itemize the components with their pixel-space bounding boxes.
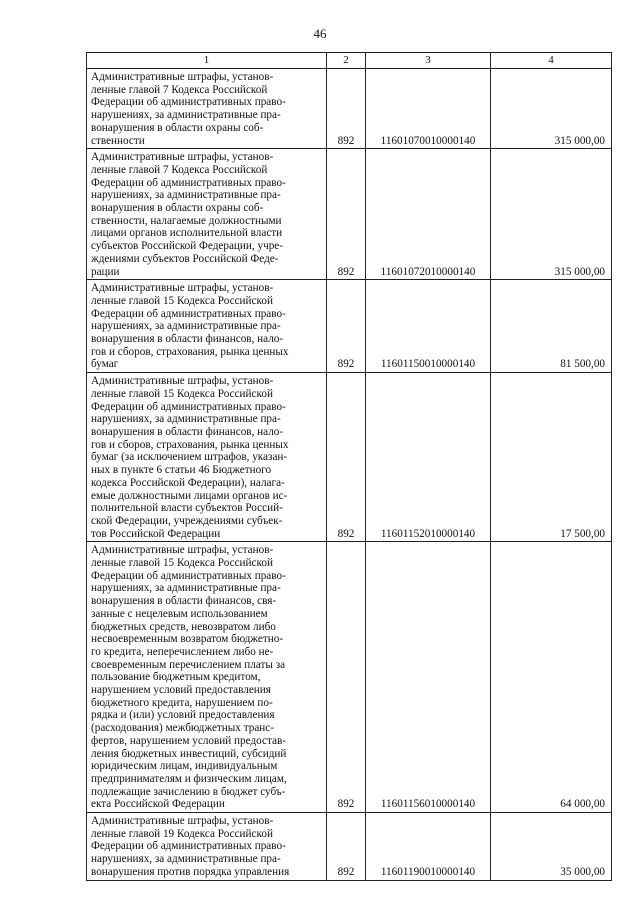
administrator-code: 892 xyxy=(327,373,366,542)
description-line: ской Федерации, учреждениями субъек- xyxy=(91,514,283,527)
header-cell: 1 xyxy=(87,53,327,69)
description-line: вонарушения в области финансов, нало- xyxy=(91,333,284,346)
header-cell: 3 xyxy=(366,53,491,69)
revenue-description xyxy=(87,373,327,542)
description-line: гов и сборов, страхования, рынка ценных xyxy=(91,345,289,358)
revenue-description xyxy=(87,149,327,280)
description-line: Федерации об административных право- xyxy=(91,176,286,189)
budget-classification-code: 11601190010000140 xyxy=(366,813,491,881)
revenue-description xyxy=(87,542,327,813)
table-header-row xyxy=(87,53,612,69)
administrator-code: 892 xyxy=(327,813,366,881)
revenue-description xyxy=(87,69,327,149)
amount: 315 000,00 xyxy=(491,69,612,149)
description-line: нарушениях, за административные пра- xyxy=(91,109,281,122)
budget-classification-code: 11601152010000140 xyxy=(366,373,491,542)
description-line: ждениями субъектов Российской Феде- xyxy=(91,252,279,265)
description-line: кодекса Российской Федерации), налага- xyxy=(91,476,285,489)
description-line: нарушением условий предоставления xyxy=(91,684,271,697)
description-line: тов Российской Федерации xyxy=(91,527,221,540)
description-line: подлежащие зачислению в бюджет субъ- xyxy=(91,785,286,798)
description-line: Федерации об административных право- xyxy=(91,96,286,109)
amount: 315 000,00 xyxy=(491,149,612,280)
description-line: нарушениях, за административные пра- xyxy=(91,413,281,426)
table-row xyxy=(87,69,612,149)
description-line: Административные штрафы, установ- xyxy=(91,151,274,164)
amount: 64 000,00 xyxy=(491,542,612,813)
description-line: ленные главой 15 Кодекса Российской xyxy=(91,387,273,400)
revenue-table xyxy=(86,52,612,881)
description-line: фертов, нарушением условий предостав- xyxy=(91,734,286,747)
table-row xyxy=(87,280,612,373)
table-row xyxy=(87,373,612,542)
page-number: 46 xyxy=(313,26,327,41)
description-line: бумаг xyxy=(91,358,119,371)
description-line: Федерации об административных право- xyxy=(91,400,286,413)
description-line: вонарушения в области охраны соб- xyxy=(91,202,264,215)
description-line: го кредита, неперечислением либо не- xyxy=(91,645,274,658)
description-line: Административные штрафы, установ- xyxy=(91,71,274,83)
description-line: ных в пункте 6 статьи 46 Бюджетного xyxy=(91,464,272,477)
description-line: нарушениях, за административные пра- xyxy=(91,853,281,866)
description-line: ленные главой 19 Кодекса Российской xyxy=(91,827,273,840)
budget-classification-code: 11601156010000140 xyxy=(366,542,491,813)
description-line: вонарушения против порядка управления xyxy=(91,865,290,878)
description-line: несвоевременным возвратом бюджетно- xyxy=(91,633,284,646)
description-line: Федерации об административных право- xyxy=(91,307,286,320)
table-row xyxy=(87,813,612,881)
description-line: предпринимателям и физическим лицам, xyxy=(91,772,287,785)
amount: 81 500,00 xyxy=(491,280,612,373)
amount: 17 500,00 xyxy=(491,373,612,542)
description-line: ленные главой 7 Кодекса Российской xyxy=(91,163,268,176)
description-line: Административные штрафы, установ- xyxy=(91,815,274,828)
description-line: Федерации об административных право- xyxy=(91,840,286,853)
description-line: бумаг (за исключением штрафов, указан- xyxy=(91,451,288,464)
description-line: вонарушения в области охраны соб- xyxy=(91,121,264,134)
description-line: занные с нецелевым использованием xyxy=(91,607,268,620)
revenue-description xyxy=(87,813,327,881)
description-line: лицами органов исполнительной власти xyxy=(91,227,283,240)
description-line: бюджетного кредита, нарушением по- xyxy=(91,696,273,709)
revenue-description xyxy=(87,280,327,373)
description-line: ленные главой 15 Кодекса Российской xyxy=(91,294,273,307)
description-line: ления бюджетных инвестиций, субсидий xyxy=(91,747,287,760)
description-line: вонарушения в области финансов, свя- xyxy=(91,595,277,608)
amount: 35 000,00 xyxy=(491,813,612,881)
description-line: нарушениях, за административные пра- xyxy=(91,189,281,202)
header-cell: 4 xyxy=(491,53,612,69)
description-line: ленные главой 7 Кодекса Российской xyxy=(91,83,268,96)
description-line: Федерации об административных право- xyxy=(91,569,286,582)
administrator-code: 892 xyxy=(327,542,366,813)
description-line: нарушениях, за административные пра- xyxy=(91,320,281,333)
description-line: юридическим лицам, индивидуальным xyxy=(91,760,278,773)
description-line: емые должностными лицами органов ис- xyxy=(91,489,288,502)
table-row xyxy=(87,149,612,280)
description-line: субъектов Российской Федерации, учре- xyxy=(91,240,283,253)
description-line: пользование бюджетным кредитом, xyxy=(91,671,261,684)
description-line: ленные главой 15 Кодекса Российской xyxy=(91,557,273,570)
description-line: рядка и (или) условий предоставления xyxy=(91,709,275,722)
description-line: Административные штрафы, установ- xyxy=(91,375,274,388)
description-line: своевременным перечислением платы за xyxy=(91,658,286,671)
administrator-code: 892 xyxy=(327,149,366,280)
description-line: Административные штрафы, установ- xyxy=(91,282,274,295)
description-line: рации xyxy=(91,265,120,278)
administrator-code: 892 xyxy=(327,280,366,373)
description-line: ственности xyxy=(91,134,145,147)
budget-classification-code: 11601072010000140 xyxy=(366,149,491,280)
description-line: бюджетных средств, невозвратом либо xyxy=(91,620,276,633)
table-row xyxy=(87,542,612,813)
description-line: вонарушения в области финансов, нало- xyxy=(91,425,284,438)
description-line: (расходования) межбюджетных транс- xyxy=(91,722,274,735)
budget-classification-code: 11601150010000140 xyxy=(366,280,491,373)
description-line: екта Российской Федерации xyxy=(91,798,225,811)
description-line: Административные штрафы, установ- xyxy=(91,544,274,557)
header-cell: 2 xyxy=(327,53,366,69)
description-line: гов и сборов, страхования, рынка ценных xyxy=(91,438,289,451)
description-line: ственности, налагаемые должностными xyxy=(91,214,282,227)
description-line: нарушениях, за административные пра- xyxy=(91,582,281,595)
description-line: полнительной власти субъектов Россий- xyxy=(91,502,283,515)
budget-classification-code: 11601070010000140 xyxy=(366,69,491,149)
administrator-code: 892 xyxy=(327,69,366,149)
